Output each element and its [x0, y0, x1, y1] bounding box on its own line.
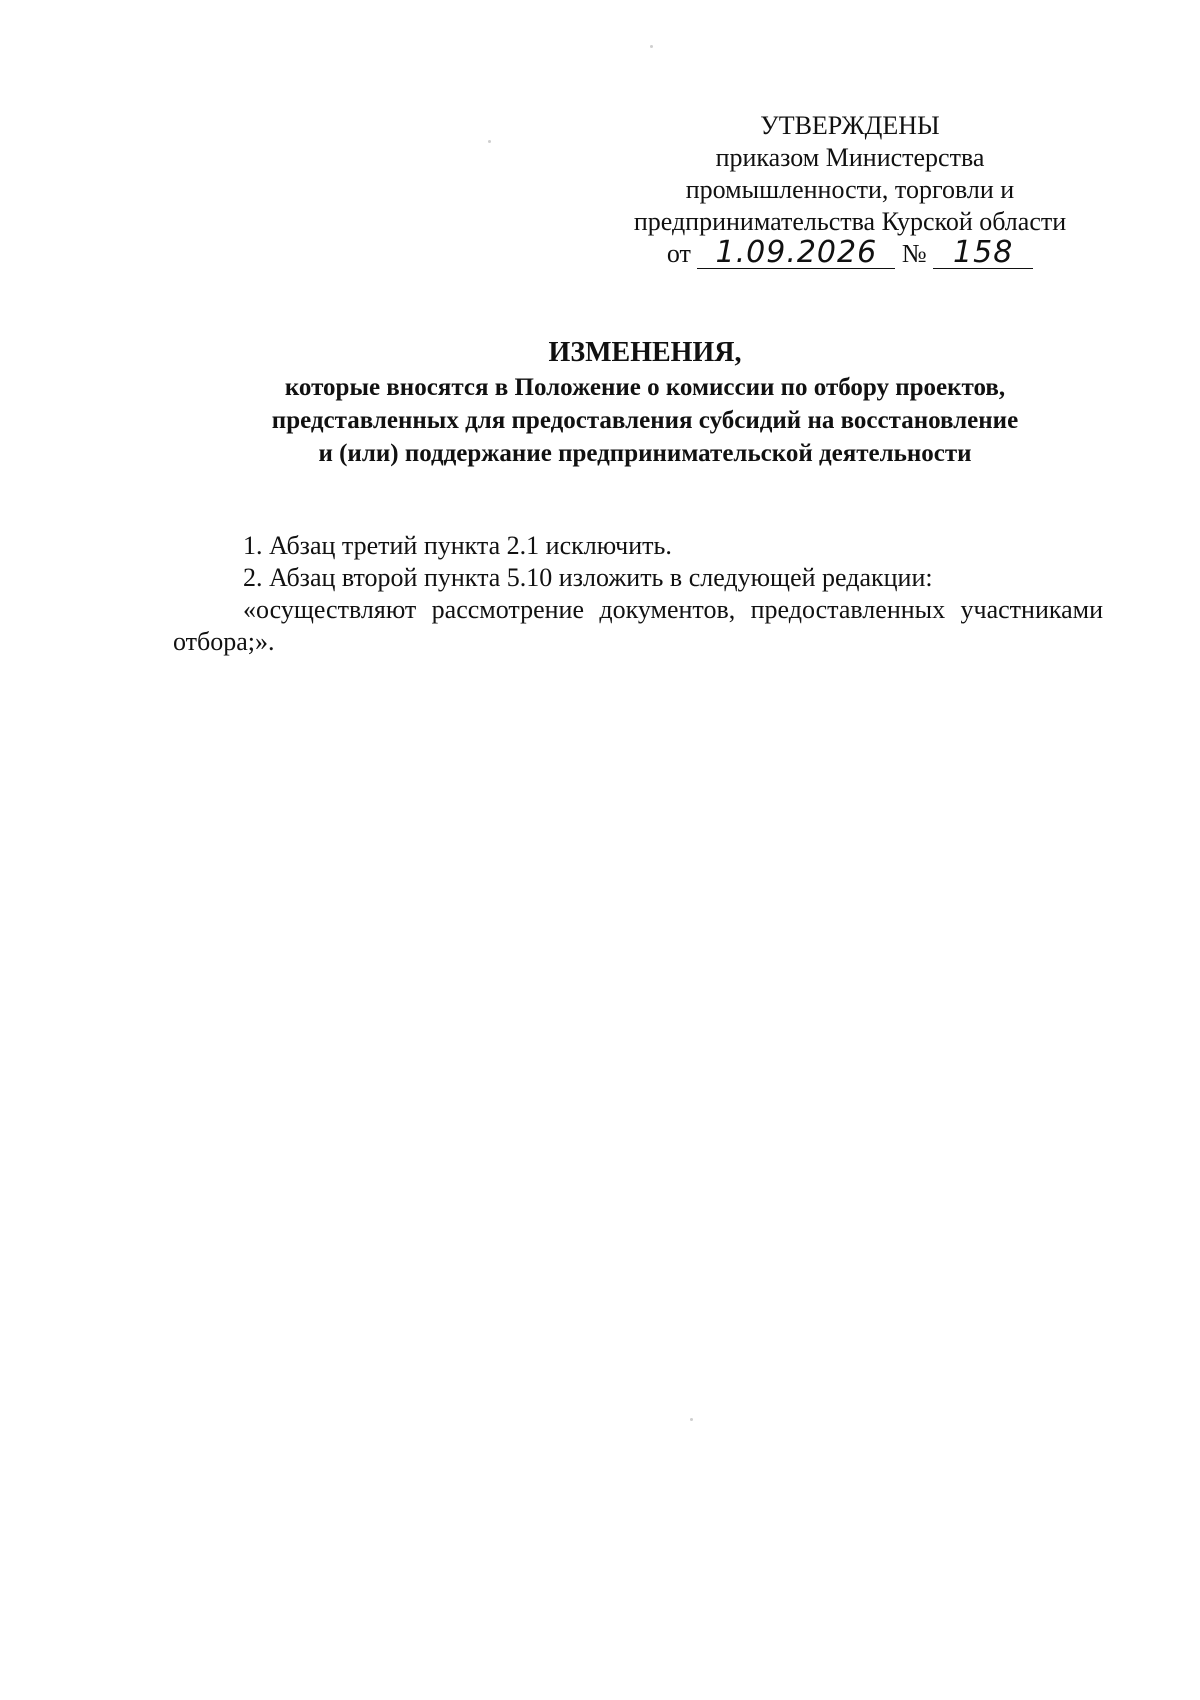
scan-speck [650, 45, 653, 48]
document-body [173, 530, 1103, 658]
scan-speck [690, 1418, 693, 1421]
approval-stamp: УТВЕРЖДЕНЫ [760, 111, 940, 140]
approval-line: предпринимательства Курской области [633, 207, 1067, 236]
document-subtitle-line: которые вносятся в Положение о комиссии по отбору проектов, [284, 374, 1006, 401]
scan-speck [488, 140, 491, 143]
approval-line: приказом Министерства [715, 143, 985, 172]
approval-line: промышленности, торговли и [685, 175, 1015, 204]
document-title: ИЗМЕНЕНИЯ, [548, 337, 742, 368]
paragraph-item-2: 2. Абзац второй пункта 5.10 изложить в следующей редакции: [243, 563, 933, 592]
quoted-wording: «осуществляют рассмотрение документов, предоставленных участниками отбора;». [173, 595, 1103, 656]
document-heading [170, 335, 1120, 470]
order-date-number-row [600, 235, 1100, 270]
date-prefix: от [666, 239, 691, 268]
paragraph-item-1: 1. Абзац третий пункта 2.1 исключить. [243, 531, 672, 560]
number-prefix: № [901, 239, 927, 268]
handwritten-date: 1.09.2026 [697, 238, 895, 269]
document-subtitle-line: представленных для предоставления субсидий на восстановление [271, 407, 1019, 434]
document-subtitle-line: и (или) поддержание предпринимательской деятельности [318, 440, 972, 467]
handwritten-number: 158 [933, 238, 1033, 269]
approval-block [600, 110, 1100, 270]
